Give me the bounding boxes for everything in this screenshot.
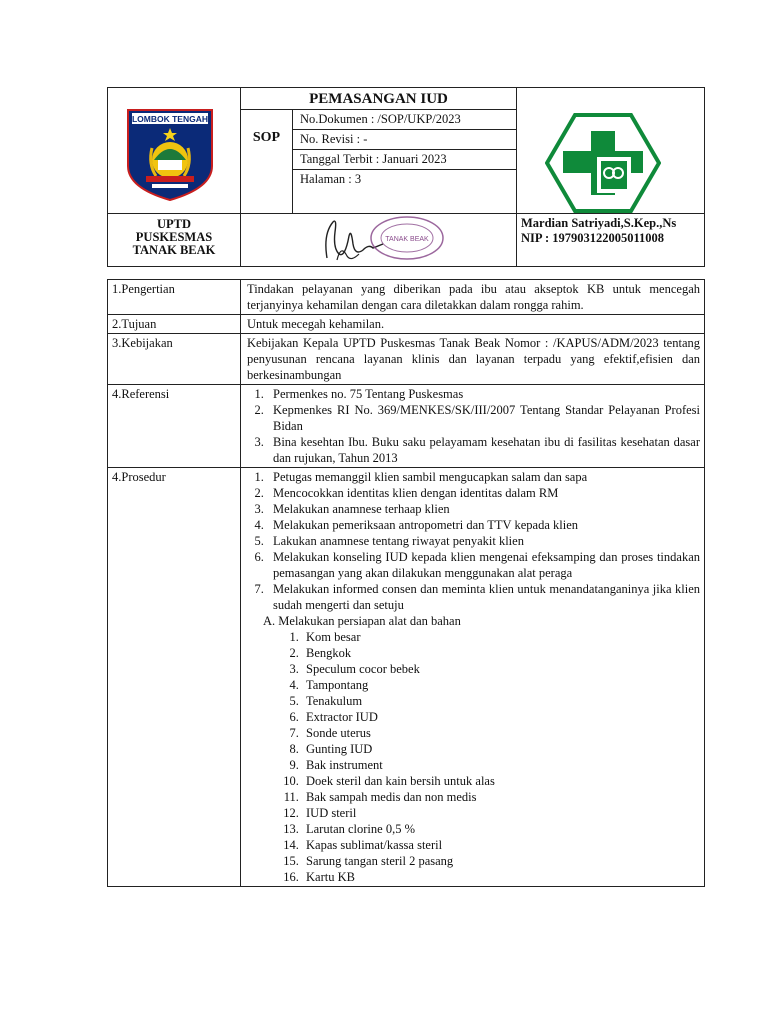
sop-header-table [107, 87, 705, 267]
row-prosedur [108, 468, 705, 887]
org-cell [108, 214, 241, 267]
list-item: 5. Tenakulum [302, 693, 700, 709]
list-item: 3. Bina kesehtan Ibu. Buku saku pelayamam kesehatan ibu di fasilitas kesehatan dasar dan rujukan, Tahun 2013 [267, 434, 700, 466]
sub-a-label: A. Melakukan persiapan alat dan bahan [263, 614, 461, 628]
org-line-1: UPTD [156, 217, 192, 231]
label-pengertian: 1.Pengertian [108, 280, 241, 315]
row-referensi [108, 385, 705, 468]
list-item: 3. Speculum cocor bebek [302, 661, 700, 677]
logo-left-text: LOMBOK TENGAH [131, 114, 209, 124]
list-item: 7. Melakukan informed consen dan meminta klien untuk menandatanganinya jika klien sudah mengerti dan setuju [267, 581, 700, 613]
list-item: 13. Larutan clorine 0,5 % [302, 821, 700, 837]
list-item: 4. Melakukan pemeriksaan antropometri dan TTV kepada klien [267, 517, 700, 533]
title-cell [241, 88, 517, 214]
list-item: 16. Kartu KB [302, 869, 700, 885]
no-revisi: No. Revisi : - [293, 130, 516, 150]
document-meta [293, 110, 516, 213]
signer-name: Mardian Satriyadi,S.Kep.,Ns [521, 216, 677, 230]
list-item: 2. Mencocokkan identitas klien dengan identitas dalam RM [267, 485, 700, 501]
document-title: PEMASANGAN IUD [241, 88, 516, 110]
signer-nip: NIP : 197903122005011008 [521, 231, 665, 245]
signature-stamp [241, 214, 517, 266]
list-item: 6. Extractor IUD [302, 709, 700, 725]
text-kebijakan: Kebijakan Kepala UPTD Puskesmas Tanak Beak Nomor : /KAPUS/ADM/2023 tentang penyusunan rencana layanan klinis dan layanan terpadu yang efektif,efisien dan berkesinambungan [241, 334, 705, 385]
list-item: 2. Kepmenkes RI No. 369/MENKES/SK/III/2007 Tentang Standar Pelayanan Profesi Bidan [267, 402, 700, 434]
list-item: 14. Kapas sublimat/kassa steril [302, 837, 700, 853]
prosedur-list [247, 469, 700, 613]
logo-left-cell [108, 88, 241, 214]
list-item: 3. Melakukan anamnese terhaap klien [267, 501, 700, 517]
list-item: 15. Sarung tangan steril 2 pasang [302, 853, 700, 869]
list-item: 9. Bak instrument [302, 757, 700, 773]
sop-content-table [107, 279, 705, 887]
halaman: Halaman : 3 [300, 172, 362, 186]
list-item: 12. IUD steril [302, 805, 700, 821]
org-line-3: TANAK BEAK [132, 243, 216, 257]
logo-right-cell [517, 88, 705, 214]
label-referensi: 4.Referensi [108, 385, 241, 468]
signature-cell [241, 214, 517, 267]
text-pengertian: Tindakan pelayanan yang diberikan pada ibu atau akseptok KB untuk mencegah terjanyinya kehamilan dengan cara diletakkan dalam rongga rahim. [241, 280, 705, 315]
lombok-tengah-emblem-icon [124, 108, 216, 202]
sub-section-a [247, 613, 700, 629]
signer-cell [517, 214, 705, 267]
label-prosedur: 4.Prosedur [108, 468, 241, 887]
org-line-2: PUSKESMAS [135, 230, 213, 244]
list-item: 6. Melakukan konseling IUD kepada klien mengenai efeksamping dan proses tindakan pemasangan yang akan dilakukan menggunakan alat peraga [267, 549, 700, 581]
sop-label: SOP [241, 110, 293, 213]
list-item: 7. Sonde uterus [302, 725, 700, 741]
list-item: 1. Permenkes no. 75 Tentang Puskesmas [267, 386, 700, 402]
no-dokumen: No.Dokumen : /SOP/UKP/2023 [293, 110, 516, 130]
list-item: 10. Doek steril dan kain bersih untuk alas [302, 773, 700, 789]
list-item: 1. Kom besar [302, 629, 700, 645]
sop-document [107, 87, 704, 887]
list-item: 8. Gunting IUD [302, 741, 700, 757]
row-tujuan [108, 315, 705, 334]
label-tujuan: 2.Tujuan [108, 315, 241, 334]
list-item: 1. Petugas memanggil klien sambil mengucapkan salam dan sapa [267, 469, 700, 485]
list-item: 4. Tampontang [302, 677, 700, 693]
tanggal-terbit: Tanggal Terbit : Januari 2023 [293, 150, 516, 170]
alat-list [247, 629, 700, 885]
row-pengertian [108, 280, 705, 315]
referensi-list [247, 386, 700, 466]
puskesmas-logo-icon [545, 113, 661, 213]
text-tujuan: Untuk mecegah kehamilan. [241, 315, 705, 334]
label-kebijakan: 3.Kebijakan [108, 334, 241, 385]
list-item: 2. Bengkok [302, 645, 700, 661]
row-kebijakan [108, 334, 705, 385]
list-item: 5. Lakukan anamnese tentang riwayat penyakit klien [267, 533, 700, 549]
stamp-text: TANAK BEAK [385, 236, 429, 243]
list-item: 11. Bak sampah medis dan non medis [302, 789, 700, 805]
